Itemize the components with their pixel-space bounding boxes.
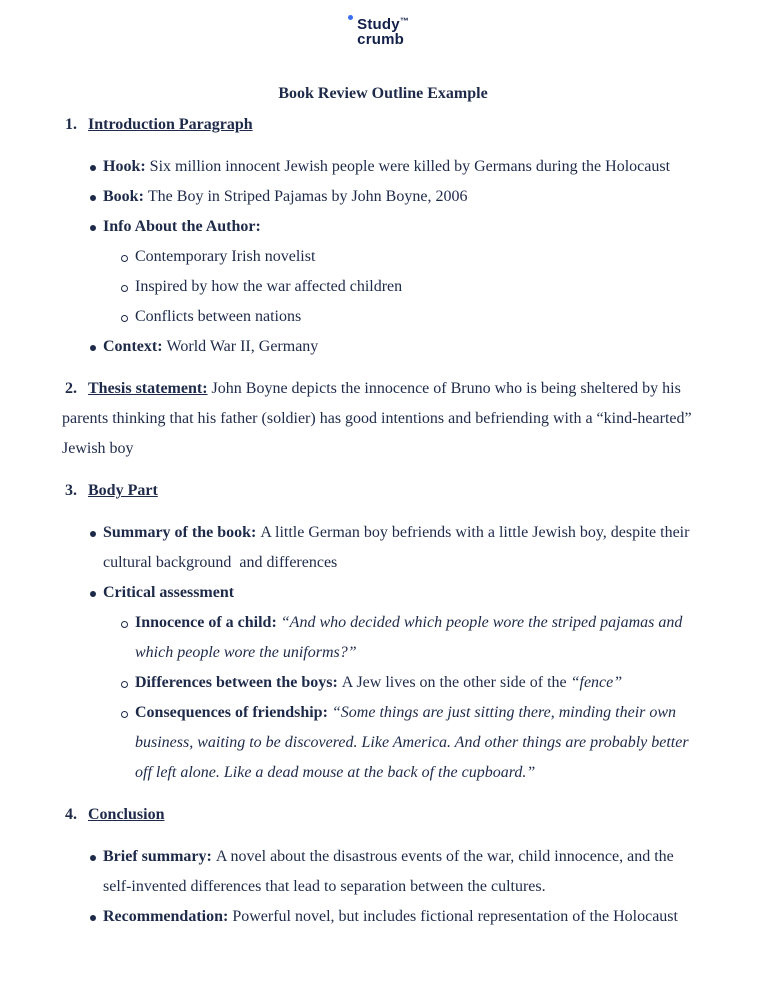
list-item-text [135,704,693,781]
section-number: 1. [65,116,77,133]
brand-logo-wrapper [62,14,704,55]
text-run: Info About the Author: [103,218,261,235]
text-run: Critical assessment [103,584,235,601]
text-run: Six million innocent Jewish people were killed by Germans during the Holocaust [149,158,671,175]
section-number: 4. [65,806,77,823]
text-run: Powerful novel, but includes fictional representation of the Holocaust [232,908,678,925]
text-run: Hook: [103,158,150,175]
logo-word1: Study [357,16,400,33]
circle-bullet-icon [121,315,128,322]
text-run: “fence” [570,674,623,691]
text-run: Contemporary Irish novelist [135,248,316,265]
list-item [62,152,704,182]
brand-logo [357,14,409,47]
list-item [62,242,704,272]
disc-bullet-icon [90,225,96,231]
disc-bullet-icon [90,195,96,201]
list-item [62,518,704,578]
list-item-text [103,848,678,895]
section-heading-text [88,482,158,499]
logo-wordmark-line1 [357,14,409,32]
circle-bullet-icon [121,621,128,628]
list-item-text [135,674,622,691]
list-item-text [103,584,234,601]
list-item [62,902,704,932]
logo-dot-icon [348,15,353,20]
circle-bullet-icon [121,255,128,262]
list-item [62,842,704,902]
list-item [62,332,704,362]
text-run: Consequences of friendship: [135,704,332,721]
list-item-text [135,308,301,325]
section-heading-text [88,806,164,823]
text-run: John Boyne depicts the innocence of Bruno who is being sheltered by his parents thinking that his father (soldier) has good intentions and befriending with a “kind-hearted” Jewish boy [62,380,696,457]
section-number: 2. [65,380,77,397]
text-run: Book: [103,188,148,205]
list-item [62,698,704,788]
list-item-text [135,614,686,661]
list-item-text [103,524,693,571]
disc-bullet-icon [90,531,96,537]
text-run: Innocence of a child: [135,614,281,631]
disc-bullet-icon [90,591,96,597]
text-run: Context: [103,338,167,355]
list-item [62,182,704,212]
section-heading-text [88,116,253,133]
list-item-text [135,248,315,265]
list-item [62,608,704,668]
list-item-text [103,338,318,355]
list-item [62,668,704,698]
list-item-text [103,218,261,235]
list-item [62,578,704,608]
text-run: Brief summary: [103,848,216,865]
numbered-section-heading [62,800,704,830]
circle-bullet-icon [121,285,128,292]
list-item [62,272,704,302]
numbered-paragraph [62,374,704,464]
paragraph-text [62,380,696,457]
disc-bullet-icon [90,345,96,351]
section-number: 3. [65,482,77,499]
circle-bullet-icon [121,711,128,718]
numbered-section-heading [62,110,704,140]
text-run: Summary of the book: [103,524,261,541]
text-run: Conflicts between nations [135,308,302,325]
logo-wordmark-line2: crumb [357,31,404,48]
numbered-section-heading [62,476,704,506]
text-run: World War II, Germany [166,338,319,355]
disc-bullet-icon [90,165,96,171]
list-item [62,212,704,242]
text-run: Differences between the boys: [135,674,342,691]
list-item-text [103,908,678,925]
list-item-text [103,188,467,205]
list-item-text [135,278,402,295]
text-run: A novel about the disastrous events of the war, child innocence, and the self-invented differences that lead to separation between the cultures. [103,848,678,895]
disc-bullet-icon [90,855,96,861]
text-run: A Jew lives on the other side of the [341,674,571,691]
text-run: Introduction Paragraph [88,116,253,133]
circle-bullet-icon [121,681,128,688]
text-run: “Some things are just sitting there, minding their own business, waiting to be discovered. Like America. And other things are probably better off left alone. Like a dead mouse at the back of the cupboard.” [135,704,693,781]
list-item-text [103,158,670,175]
text-run: Thesis statement: [88,380,208,397]
text-run: “And who decided which people wore the striped pajamas and which people wore the uniforms?” [135,614,687,661]
list-item [62,302,704,332]
text-run: Inspired by how the war affected children [135,278,403,295]
text-run: Conclusion [88,806,165,823]
text-run: Recommendation: [103,908,233,925]
disc-bullet-icon [90,915,96,921]
page-title: Book Review Outline Example [278,85,488,102]
trademark-symbol: ™ [399,16,409,26]
text-run: Body Part [88,482,158,499]
outline [62,110,704,932]
text-run: A little German boy befriends with a little Jewish boy, despite their cultural background and differences [103,524,694,571]
text-run: The Boy in Striped Pajamas by John Boyne, 2006 [147,188,468,205]
